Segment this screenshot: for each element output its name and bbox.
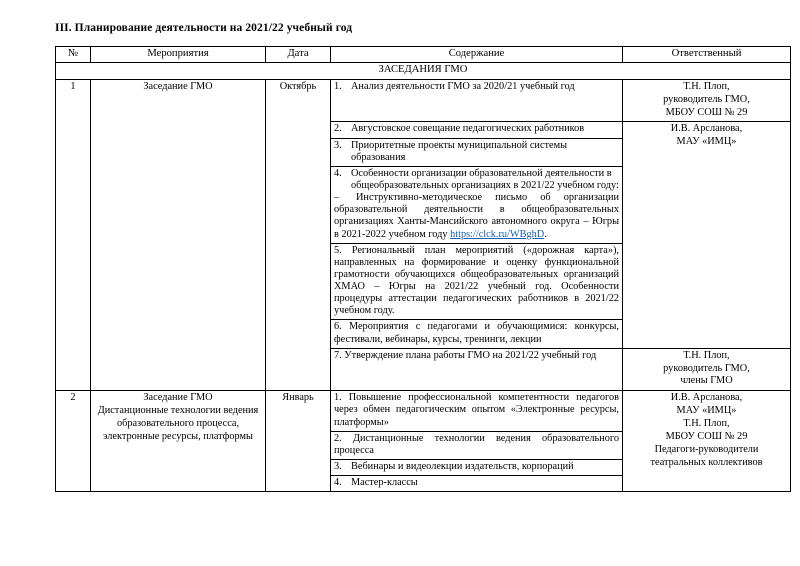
row-number: 1: [56, 79, 91, 391]
responsible-cell: Т.Н. Плоп, руководитель ГМО, МБОУ СОШ № 29: [623, 79, 791, 122]
content-item-text: Анализ деятельности ГМО за 2020/21 учебный год: [351, 80, 575, 92]
content-item: 2. Дистанционные технологии ведения образовательного процесса: [334, 432, 619, 456]
content-item: 1. Повышение профессиональной компетентности педагогов через обмен педагогическим опытом «Электронные ресурсы, платформы»: [334, 392, 619, 428]
content-item: [334, 123, 619, 135]
row-event-name: Заседание ГМО: [91, 79, 266, 391]
content-item: [334, 168, 619, 192]
content-item-text: Особенности организации образовательной деятельности в общеобразовательных организациях в 2021/22 учебном году:: [351, 167, 619, 191]
content-item: 7. Утверждение плана работы ГМО на 2021/22 учебный год: [334, 349, 597, 361]
content-cell: [331, 138, 623, 166]
table-body: [56, 63, 791, 492]
content-item-marker: 4.: [334, 477, 342, 489]
content-item: 6. Мероприятия с педагогами и обучающимися: конкурсы, фестивали, вебинары, курсы, тренинги, лекции: [334, 321, 619, 345]
content-cell: [331, 348, 623, 391]
table-header: [56, 46, 791, 63]
column-header-content: Содержание: [331, 46, 623, 63]
content-cell: [331, 476, 623, 492]
content-subitem: – Инструктивно-методическое письмо об организации образовательной деятельности в общеобразовательных организациях Ханты-Мансийского автономного округа – Югры в 2021-2022 учебном году https://clck.ru/WBghD.: [334, 192, 619, 240]
content-cell: [331, 166, 623, 243]
content-item-text: Вебинары и видеолекции издательств, корпораций: [351, 461, 574, 473]
content-item: 5. Региональный план мероприятий («дорожная карта»), направленных на формирование и оценку функциональной грамотности обучающихся общеобразовательных организаций ХМАО – Югры на 2021/22 учебный год. Особенности процедуры аттестации педагогических работников в 2021/22 учебном году.: [334, 244, 619, 317]
responsible-cell: И.В. Арсланова, МАУ «ИМЦ»: [623, 122, 791, 348]
activity-plan-table: [55, 46, 791, 493]
row-date: Январь: [266, 391, 331, 492]
content-item: [334, 81, 619, 93]
content-item-text: Приоритетные проекты муниципальной системы образования: [351, 139, 568, 163]
content-cell: [331, 460, 623, 476]
column-header-date: Дата: [266, 46, 331, 63]
content-item: [334, 477, 619, 489]
content-cell: [331, 431, 623, 459]
content-item: [334, 140, 619, 164]
content-cell: [331, 320, 623, 348]
content-cell: [331, 391, 623, 431]
table-header-row: [56, 46, 791, 63]
content-cell: [331, 79, 623, 122]
content-item: [334, 461, 619, 473]
content-item-marker: 4.: [334, 167, 342, 179]
table-row: [56, 391, 791, 431]
content-item-marker: 2.: [334, 123, 342, 135]
row-date: Октябрь: [266, 79, 331, 391]
column-header-number: №: [56, 46, 91, 63]
section-title: ЗАСЕДАНИЯ ГМО: [56, 63, 791, 80]
column-header-event: Мероприятия: [91, 46, 266, 63]
column-header-responsible: Ответственный: [623, 46, 791, 63]
content-item-marker: 3.: [334, 461, 342, 473]
external-link[interactable]: https://clck.ru/WBghD: [450, 228, 545, 240]
responsible-cell: И.В. Арсланова, МАУ «ИМЦ» Т.Н. Плоп, МБОУ СОШ № 29 Педагоги-руководители театральных коллективов: [623, 391, 791, 492]
content-item-marker: 1.: [334, 80, 342, 92]
content-item-text: Августовское совещание педагогических работников: [351, 123, 585, 135]
section-title-row: [56, 63, 791, 80]
page-title: III. Планирование деятельности на 2021/22 учебный год: [55, 22, 353, 34]
content-item-text: Мастер-классы: [351, 477, 418, 489]
row-number: 2: [56, 391, 91, 492]
content-cell: [331, 122, 623, 138]
responsible-cell: Т.Н. Плоп, руководитель ГМО, члены ГМО: [623, 348, 791, 391]
row-event-name: Заседание ГМО Дистанционные технологии ведения образовательного процесса, электронные ресурсы, платформы: [91, 391, 266, 492]
table-row: [56, 79, 791, 122]
content-cell: [331, 243, 623, 320]
dash-marker: –: [334, 192, 340, 204]
content-item-marker: 3.: [334, 139, 342, 151]
